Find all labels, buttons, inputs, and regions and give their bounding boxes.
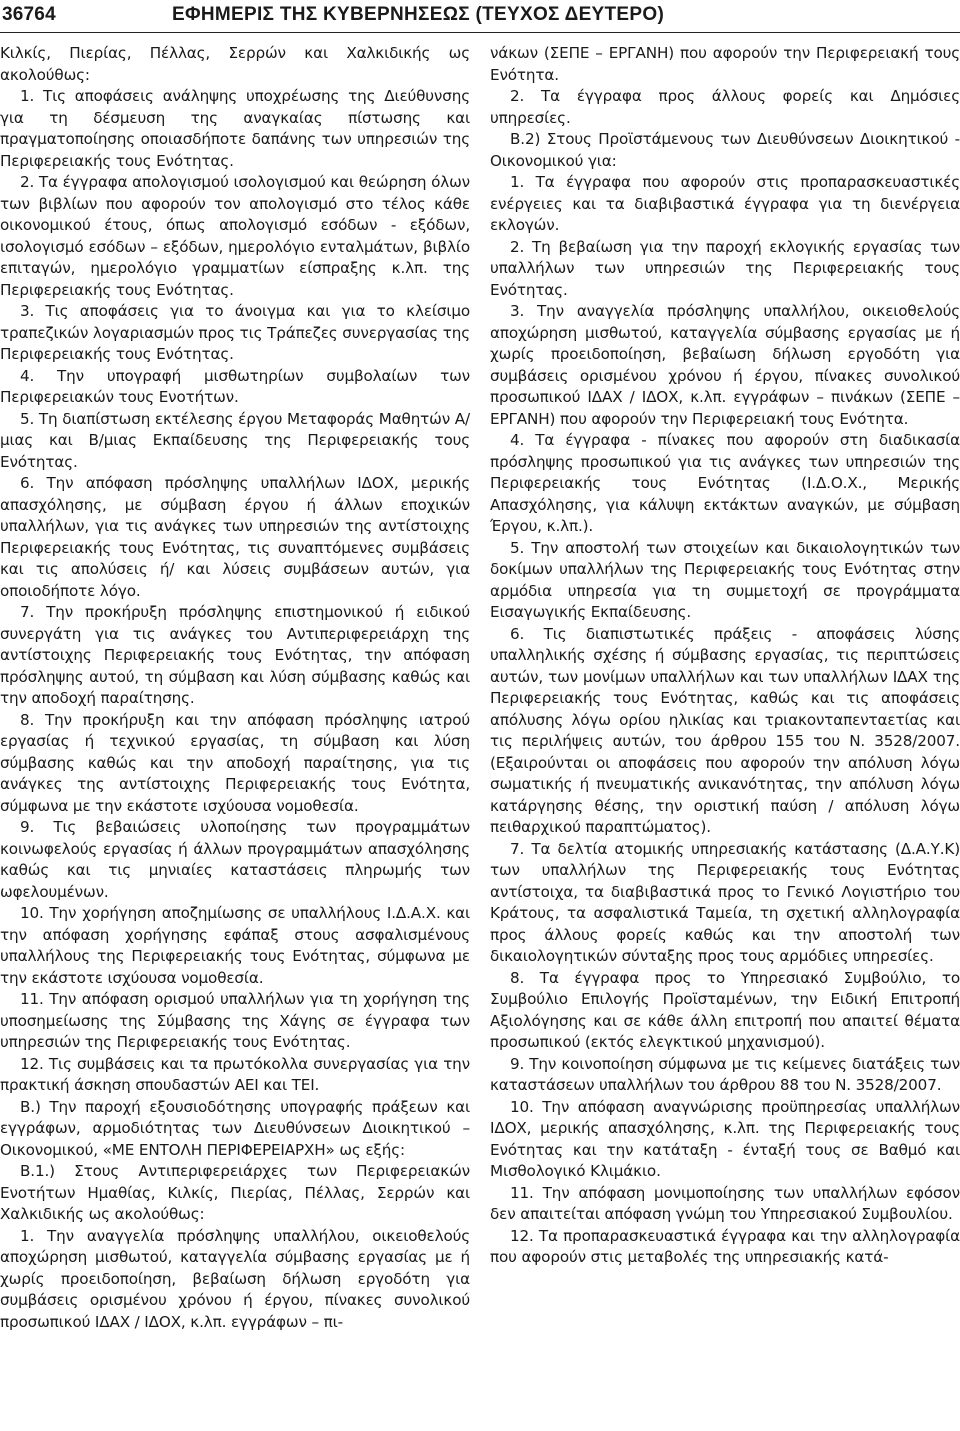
paragraph: 2. Τα έγγραφα απολογισμού ισολογισμού και θεώρηση όλων των βιβλίων που αφορούν τον απολογισμό στο τέλος κάθε οικονομικού έτους, όπως απολογισμό εσόδων - εξόδων, ισολογισμό εσόδων – εξόδων, ημερολόγιο ενταλμάτων, βιβλίο επιταγών, ημερολόγιο γραμματίων είσπραξης κ.λπ. της Περιφερειακής τους Ενότητας. <box>0 173 470 299</box>
paragraph: 12. Τα προπαρασκευαστικά έγγραφα και την αλληλογραφία που αφορούν στις μεταβολές της υπηρεσιακής κατά- <box>490 1226 960 1266</box>
paragraph: 1. Τα έγγραφα που αφορούν στις προπαρασκευαστικές ενέργειες και τα διαβιβαστικά έγγραφα για τη διενέργεια εκλογών. <box>490 173 960 234</box>
page-header <box>0 0 960 34</box>
paragraph: 5. Τη διαπίστωση εκτέλεσης έργου Μεταφοράς Μαθητών Α/μιας και Β/μιας Εκπαίδευσης της Περιφερειακής τους Ενότητας. <box>0 409 470 471</box>
paragraph: 9. Την κοινοποίηση σύμφωνα με τις κείμενες διατάξεις των καταστάσεων υπαλλήλων του άρθρου 88 του Ν. 3528/2007. <box>490 1054 960 1094</box>
paragraph: 12. Τις συμβάσεις και τα πρωτόκολλα συνεργασίας για την πρακτική άσκηση σπουδαστών ΑΕΙ και ΤΕΙ. <box>0 1054 470 1094</box>
paragraph: 5. Την αποστολή των στοιχείων και δικαιολογητικών των δοκίμων υπαλλήλων της Περιφερειακής τους Ενότητας στην αρμόδια υπηρεσία για τη συμμετοχή σε προγράμματα Εισαγωγικής Εκπαίδευσης. <box>490 538 960 621</box>
paragraph: 9. Τις βεβαιώσεις υλοποίησης των προγραμμάτων κοινωφελούς εργασίας ή άλλων προγραμμάτων απασχόλησης καθώς και τις μηνιαίες καταστάσεις πληρωμής των ωφελουμένων. <box>0 818 470 901</box>
paragraph: 6. Τις διαπιστωτικές πράξεις - αποφάσεις λύσης υπαλληλικής σχέσης ή σύμβασης εργασίας, τις περιπτώσεις αυτών, των μονίμων υπαλλήλων και των υπαλλήλων ΙΔΑΧ της Περιφερειακής τους Ενότητας, καθώς και τις αποφάσεις απόλυσης λόγω ορίου ηλικίας και τριακονταπενταετίας και τις περιλήψεις αυτών, του άρθρου 155 του Ν. 3528/2007. (Εξαιρούνται οι αποφάσεις που αφορούν την απόλυση λόγω σωματικής ή πνευματικής ανικανότητας, την απόλυση λόγω κατάργησης θέσης, την οριστική παύση / απόλυση λόγω πειθαρχικού παραπτώματος). <box>490 624 960 836</box>
paragraph: 1. Τις αποφάσεις ανάληψης υποχρέωσης της Διεύθυνσης για τη δέσμευση της αναγκαίας πίστωσης και πραγματοποίησης οποιασδήποτε δαπάνης των υπηρεσιών της Περιφερειακής τους Ενότητας. <box>0 87 470 170</box>
paragraph: 8. Τα έγγραφα προς το Υπηρεσιακό Συμβούλιο, το Συμβούλιο Επιλογής Προϊσταμένων, την Ειδική Επιτροπή Αξιολόγησης και σε κάθε άλλη επιτροπή που απαιτεί θέματα προσωπικού (εκτός ελεγκτικού μηχανισμού). <box>490 968 960 1051</box>
paragraph: Β.1.) Στους Αντιπεριφερειάρχες των Περιφερειακών Ενοτήτων Ημαθίας, Κιλκίς, Πιερίας, Πέλλας, Σερρών και Χαλκιδικής ως ακολούθως: <box>0 1162 470 1223</box>
paragraph: 7. Την προκήρυξη πρόσληψης επιστημονικού ή ειδικού συνεργάτη για τις ανάγκες του Αντιπεριφερειάρχη της αντίστοιχης Περιφερειακής τους Ενότητας, την απόφαση πρόσληψης αυτού, τη σύμβαση και λύση σύμβασης καθώς και την αποδοχή παραίτησης. <box>0 603 470 707</box>
paragraph: 4. Την υπογραφή μισθωτηρίων συμβολαίων των Περιφερειακών τους Ενοτήτων. <box>0 366 470 406</box>
header-rule <box>0 32 960 33</box>
left-column <box>0 43 470 1333</box>
paragraph: 6. Την απόφαση πρόσληψης υπαλλήλων ΙΔΟΧ, μερικής απασχόλησης, με σύμβαση έργου ή άλλων εποχικών υπαλλήλων, για τις ανάγκες των υπηρεσιών της αντίστοιχης Περιφερειακής τους Ενότητας, τις συναπτόμενες συμβάσεις και τις απολύσεις ή/ και λύσεις συμβάσεων αυτών, για οποιοδήποτε λόγο. <box>0 474 470 600</box>
paragraph: 10. Την χορήγηση αποζημίωσης σε υπαλλήλους Ι.Δ.Α.Χ. και την απόφαση χορήγησης εφάπαξ στους ασφαλισμένους υπαλλήλους της Περιφερειακής τους Ενότητας, σύμφωνα με την εκάστοτε ισχύουσα νομοθεσία. <box>0 904 470 987</box>
page-number: 36764 <box>2 4 56 25</box>
paragraph: 11. Την απόφαση μονιμοποίησης των υπαλλήλων εφόσον δεν απαιτείται απόφαση γνώμη του Υπηρεσιακού Συμβουλίου. <box>490 1183 960 1223</box>
paragraph: Β.) Την παροχή εξουσιοδότησης υπογραφής πράξεων και εγγράφων, αρμοδιότητας των Διευθύνσεων Διοικητικού – Οικονομικού, «ΜΕ ΕΝΤΟΛΗ ΠΕΡΙΦΕΡΕΙΑΡΧΗ» ως εξής: <box>0 1097 470 1159</box>
gazette-title: ΕΦΗΜΕΡΙΣ ΤΗΣ ΚΥΒΕΡΝΗΣΕΩΣ (ΤΕΥΧΟΣ ΔΕΥΤΕΡΟ) <box>172 4 665 25</box>
paragraph: 3. Την αναγγελία πρόσληψης υπαλλήλου, οικειοθελούς αποχώρηση μισθωτού, καταγγελία σύμβασης εργασίας με ή χωρίς προειδοποίηση, βεβαίωση δήλωση εργοδότη για συμβάσεις ορισμένου χρόνου ή έργου, πίνακες συνολικού προσωπικού ΙΔΑΧ / ΙΔΟΧ, κ.λπ. εγγράφων – πινάκων (ΣΕΠΕ – ΕΡΓΑΝΗ) που αφορούν την Περιφερειακή τους Ενότητα. <box>490 302 960 428</box>
paragraph: 2. Τα έγγραφα προς άλλους φορείς και Δημόσιες υπηρεσίες. <box>490 87 960 127</box>
paragraph: 1. Την αναγγελία πρόσληψης υπαλλήλου, οικειοθελούς αποχώρηση μισθωτού, καταγγελία σύμβασης εργασίας με ή χωρίς προειδοποίηση, βεβαίωση δήλωση εργοδότη για συμβάσεις ορισμένου χρόνου ή έργου, πίνακες συνολικού προσωπικού ΙΔΑΧ / ΙΔΟΧ, κ.λπ. εγγράφων – πι- <box>0 1226 470 1331</box>
paragraph: 8. Την προκήρυξη και την απόφαση πρόσληψης ιατρού εργασίας ή τεχνικού εργασίας, τη σύμβαση και λύση σύμβασης καθώς και την αποδοχή παραίτησης, για τις ανάγκες της αντίστοιχης Περιφερειακής τους Ενότητα, σύμφωνα με την εκάστοτε ισχύουσα νομοθεσία. <box>0 710 470 815</box>
paragraph: 4. Τα έγγραφα - πίνακες που αφορούν στη διαδικασία πρόσληψης προσωπικού για τις ανάγκες των υπηρεσιών της Περιφερειακής τους Ενότητας (Ι.Δ.Ο.Χ., Μερικής Απασχόλησης, για κάλυψη εκτάκτων αναγκών, με σύμβαση Έργου, κ.λπ.). <box>490 431 960 535</box>
paragraph: 10. Την απόφαση αναγνώρισης προϋπηρεσίας υπαλλήλων ΙΔΟΧ, μερικής απασχόλησης, κ.λπ. της Περιφερειακής τους Ενότητας και την κατάταξη - ένταξή τους σε Βαθμό και Μισθολογικό Κλιμάκιο. <box>490 1097 960 1180</box>
paragraph: 11. Την απόφαση ορισμού υπαλλήλων για τη χορήγηση της υποσημείωσης της Σύμβασης της Χάγης σε έγγραφα των υπηρεσιών της Περιφερειακής τους Ενότητας. <box>0 990 470 1051</box>
paragraph: 3. Τις αποφάσεις για το άνοιγμα και για το κλείσιμο τραπεζικών λογαριασμών προς τις Τράπεζες συνεργασίας της Περιφερειακής τους Ενότητας. <box>0 302 470 363</box>
paragraph: 2. Τη βεβαίωση για την παροχή εκλογικής εργασίας των υπαλλήλων των υπηρεσιών της Περιφερειακής τους Ενότητας. <box>490 237 960 299</box>
right-column <box>490 43 960 1269</box>
paragraph: νάκων (ΣΕΠΕ – ΕΡΓΑΝΗ) που αφορούν την Περιφερειακή τους Ενότητα. <box>490 44 960 84</box>
paragraph: 7. Τα δελτία ατομικής υπηρεσιακής κατάστασης (Δ.Α.Υ.Κ) των υπαλλήλων της Περιφερειακής τους Ενότητας αντίστοιχα, τα διαβιβαστικά προς το Γενικό Λογιστήριο του Κράτους, τα ασφαλιστικά Ταμεία, τη σχετική αλληλογραφία προς άλλους φορείς καθώς και την αποστολή των δικαιολογητικών σύνταξης προς τους αρμόδιες υπηρεσίες. <box>490 839 960 965</box>
paragraph: Κιλκίς, Πιερίας, Πέλλας, Σερρών και Χαλκιδικής ως ακολούθως: <box>0 44 470 84</box>
paragraph: Β.2) Στους Προϊστάμενους των Διευθύνσεων Διοικητικού - Οικονομικού για: <box>490 130 960 170</box>
